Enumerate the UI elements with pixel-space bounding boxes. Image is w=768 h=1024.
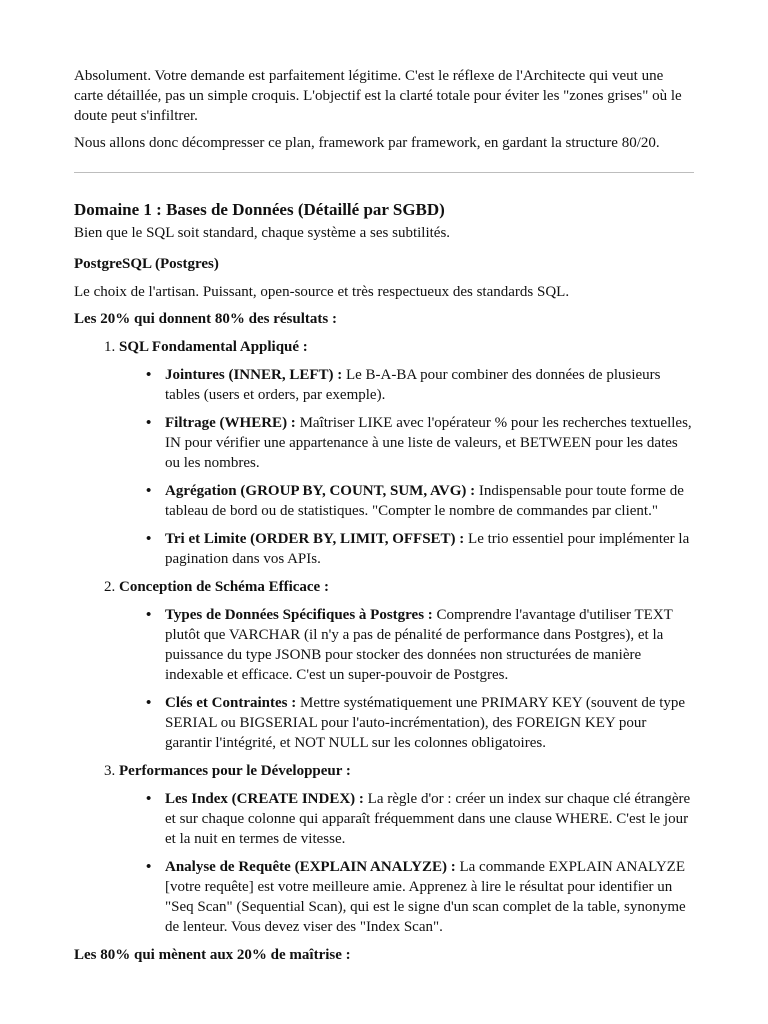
bullet-icon: • xyxy=(146,367,152,383)
intro-paragraph: Absolument. Votre demande est parfaitement légitime. C'est le réflexe de l'Architecte qui veut une carte détaillée, pas un simple croquis. L'objectif est la clarté totale pour éviter les "zones grises" où le doute peut s'infiltrer. xyxy=(74,68,682,124)
bullet-item xyxy=(146,789,694,849)
bullet-text: Comprendre l'avantage d'utiliser TEXT plutôt que VARCHAR (il n'y a pas de pénalité de performance dans Postgres), et la puissance du type JSONB pour stocker des données non structurées de manière indexable et efficace. C'est un super-pouvoir de Postgres. xyxy=(165,607,673,683)
bullet-bold: Jointures (INNER, LEFT) : xyxy=(165,367,343,383)
bullet-bold: Analyse de Requête (EXPLAIN ANALYZE) : xyxy=(165,859,456,875)
bullet-icon: • xyxy=(146,859,152,875)
bullet-icon: • xyxy=(146,607,152,623)
bullet-bold: Filtrage (WHERE) : xyxy=(165,415,296,431)
bullet-bold: Types de Données Spécifiques à Postgres : xyxy=(165,607,433,623)
bullet-list xyxy=(119,605,694,753)
bullet-icon: • xyxy=(146,483,152,499)
section-title: 1. SQL Fondamental Appliqué : xyxy=(119,339,308,355)
bullet-item xyxy=(146,529,694,569)
postgres-heading: PostgreSQL (Postgres) xyxy=(74,256,219,272)
list-item xyxy=(119,761,694,937)
bullet-icon: • xyxy=(146,695,152,711)
intro-paragraph-2: Nous allons donc décompresser ce plan, framework par framework, en gardant la structure 80/20. xyxy=(74,135,660,151)
horizontal-divider xyxy=(74,172,694,173)
bullet-text: La commande EXPLAIN ANALYZE [votre requête] est votre meilleure amie. Apprenez à lire le résultat pour identifier un "Seq Scan" (Sequential Scan), qui est le signe d'un scan complet de la table, synonyme de lenteur. Vous devez viser des "Index Scan". xyxy=(165,859,686,935)
bullet-text: Le trio essentiel pour implémenter la pagination dans vos APIs. xyxy=(165,531,690,567)
section-title: 3. Performances pour le Développeur : xyxy=(119,763,351,779)
bullet-icon: • xyxy=(146,531,152,547)
bullet-text: Maîtriser LIKE avec l'opérateur % pour les recherches textuelles, IN pour vérifier une appartenance à une liste de valeurs, et BETWEEN pour les dates ou les nombres. xyxy=(165,415,692,471)
bullet-bold: Tri et Limite (ORDER BY, LIMIT, OFFSET) : xyxy=(165,531,465,547)
domain-heading: Domaine 1 : Bases de Données (Détaillé par SGBD) xyxy=(74,200,445,219)
numbered-list xyxy=(74,337,694,937)
bullet-bold: Les Index (CREATE INDEX) : xyxy=(165,791,364,807)
bullet-item xyxy=(146,605,694,685)
bullet-bold: Clés et Contraintes : xyxy=(165,695,297,711)
bullet-item xyxy=(146,481,694,521)
domain-subtitle: Bien que le SQL soit standard, chaque système a ses subtilités. xyxy=(74,225,451,241)
bullet-text: Mettre systématiquement une PRIMARY KEY (souvent de type SERIAL ou BIGSERIAL pour l'auto-incrémentation), des FOREIGN KEY pour garantir l'intégrité, et NOT NULL sur les colonnes obligatoires. xyxy=(165,695,686,751)
label-80-percent: Les 80% qui mènent aux 20% de maîtrise : xyxy=(74,947,351,963)
bullet-icon: • xyxy=(146,415,152,431)
bullet-text: La règle d'or : créer un index sur chaque clé étrangère et sur chaque colonne qui apparaît fréquemment dans une clause WHERE. C'est le jour et la nuit en termes de vitesse. xyxy=(165,791,691,847)
bullet-list xyxy=(119,365,694,569)
list-item xyxy=(119,577,694,753)
bullet-icon: • xyxy=(146,791,152,807)
bullet-bold: Agrégation (GROUP BY, COUNT, SUM, AVG) : xyxy=(165,483,476,499)
bullet-list xyxy=(119,789,694,937)
bullet-item xyxy=(146,857,694,937)
list-item xyxy=(119,337,694,569)
label-20-percent: Les 20% qui donnent 80% des résultats : xyxy=(74,311,337,327)
postgres-description: Le choix de l'artisan. Puissant, open-source et très respectueux des standards SQL. xyxy=(74,284,570,300)
bullet-text: Indispensable pour toute forme de tableau de bord ou de statistiques. "Compter le nombre de commandes par client." xyxy=(165,483,684,519)
bullet-text: Le B-A-BA pour combiner des données de plusieurs tables (users et orders, par exemple). xyxy=(165,367,661,403)
bullet-item xyxy=(146,693,694,753)
bullet-item xyxy=(146,365,694,405)
section-title: 2. Conception de Schéma Efficace : xyxy=(119,579,329,595)
bullet-item xyxy=(146,413,694,473)
